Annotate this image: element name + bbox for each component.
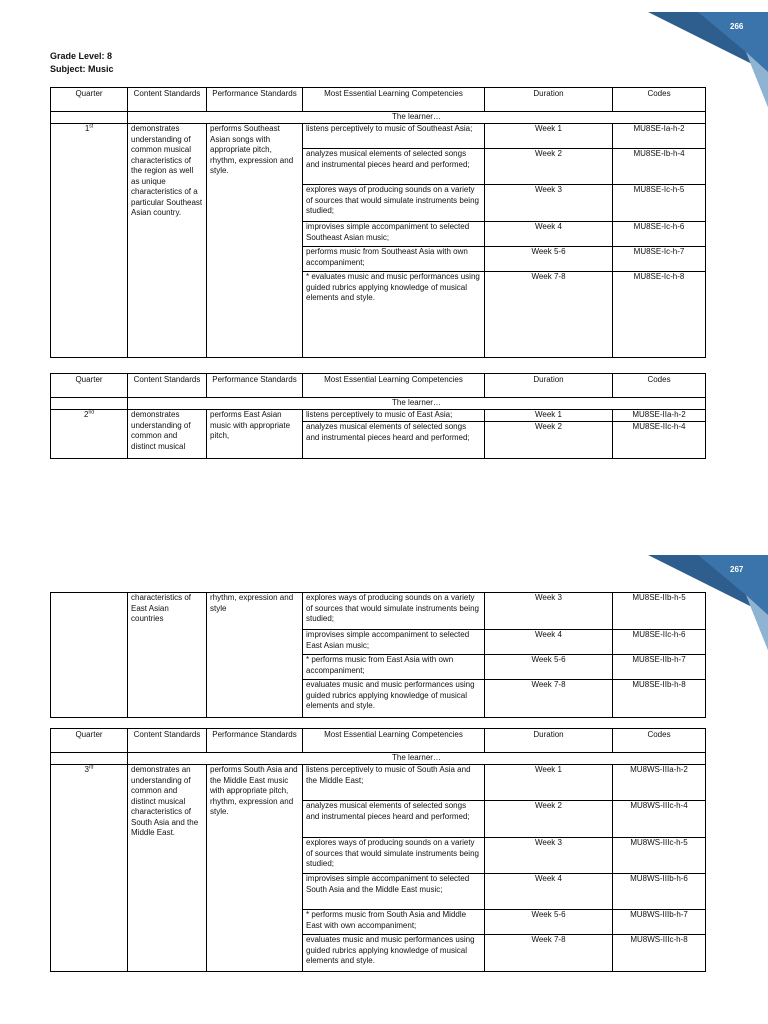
duration-cell: Week 7-8 [485,935,613,972]
quarter-cell: 1st [51,124,128,358]
q2-table-part1 [50,373,706,459]
melc-cell: explores ways of producing sounds on a variety of sources that would simulate instruments being studied; [303,185,485,222]
document-meta [50,50,114,76]
content-standard: demonstrates an understanding of common and distinct musical characteristics of South Asia and the Middle East. [128,765,207,972]
table-row [51,410,706,422]
code-cell: MU8SE-IIb-h-8 [613,680,706,718]
melc-cell: * performs music from South Asia and Middle East with own accompaniment; [303,910,485,935]
q1-table [50,87,706,358]
header-quarter: Quarter [51,88,128,112]
melc-cell: listens perceptively to music of Southeast Asia; [303,124,485,149]
melc-cell: evaluates music and music performances using guided rubrics applying knowledge of musical elements and style. [303,680,485,718]
code-cell: MU8WS-IIIc-h-4 [613,801,706,838]
header-melc: Most Essential Learning Competencies [303,729,485,753]
grade-level: Grade Level: 8 [50,51,113,61]
learner-row [51,112,706,124]
content-standard: characteristics of East Asian countries [128,593,207,718]
header-quarter: Quarter [51,374,128,398]
melc-cell: performs music from Southeast Asia with own accompaniment; [303,247,485,272]
code-cell: MU8SE-Ic-h-7 [613,247,706,272]
header-content-standards: Content Standards [128,88,207,112]
code-cell: MU8SE-Ib-h-4 [613,149,706,185]
duration-cell: Week 3 [485,593,613,630]
header-performance-standards: Performance Standards [207,374,303,398]
header-row [51,88,706,112]
melc-cell: * evaluates music and music performances using guided rubrics applying knowledge of musical elements and style. [303,272,485,358]
learner-row [51,398,706,410]
header-melc: Most Essential Learning Competencies [303,374,485,398]
performance-standard: rhythm, expression and style [207,593,303,718]
header-melc: Most Essential Learning Competencies [303,88,485,112]
duration-cell: Week 2 [485,801,613,838]
page-number: 266 [730,22,744,31]
code-cell: MU8SE-IIc-h-6 [613,630,706,655]
code-cell: MU8WS-IIIb-h-7 [613,910,706,935]
performance-standard: performs South Asia and the Middle East music with appropriate pitch, rhythm, expression and style. [207,765,303,972]
learner-label: The learner… [128,398,706,410]
melc-cell: listens perceptively to music of South Asia and the Middle East; [303,765,485,801]
duration-cell: Week 5-6 [485,247,613,272]
duration-cell: Week 4 [485,874,613,910]
duration-cell: Week 7-8 [485,272,613,358]
melc-cell: explores ways of producing sounds on a variety of sources that would simulate instruments being studied; [303,838,485,874]
duration-cell: Week 3 [485,838,613,874]
table-row [51,124,706,149]
q3-table [50,728,706,972]
duration-cell: Week 2 [485,149,613,185]
code-cell: MU8SE-IIb-h-7 [613,655,706,680]
melc-cell: explores ways of producing sounds on a variety of sources that would simulate instruments being studied; [303,593,485,630]
melc-cell: analyzes musical elements of selected songs and instrumental pieces heard and performed; [303,422,485,459]
code-cell: MU8WS-IIIb-h-6 [613,874,706,910]
code-cell: MU8WS-IIIa-h-2 [613,765,706,801]
duration-cell: Week 1 [485,410,613,422]
duration-cell: Week 3 [485,185,613,222]
code-cell: MU8SE-Ia-h-2 [613,124,706,149]
code-cell: MU8SE-Ic-h-5 [613,185,706,222]
header-performance-standards: Performance Standards [207,88,303,112]
quarter-cell: 3rd [51,765,128,972]
content-standard: demonstrates understanding of common musical characteristics of the region as well as unique characteristics of a particular Southeast Asian country. [128,124,207,358]
q2-table-part2 [50,592,706,718]
header-duration: Duration [485,88,613,112]
learner-row [51,753,706,765]
header-content-standards: Content Standards [128,374,207,398]
header-row [51,374,706,398]
performance-standard: performs Southeast Asian songs with appropriate pitch, rhythm, expression and style. [207,124,303,358]
code-cell: MU8SE-Ic-h-6 [613,222,706,247]
header-content-standards: Content Standards [128,729,207,753]
code-cell: MU8WS-IIIc-h-5 [613,838,706,874]
code-cell: MU8SE-IIc-h-4 [613,422,706,459]
header-codes: Codes [613,88,706,112]
code-cell: MU8SE-IIa-h-2 [613,410,706,422]
duration-cell: Week 2 [485,422,613,459]
quarter-cell: 2nd [51,410,128,459]
code-cell: MU8SE-Ic-h-8 [613,272,706,358]
learner-label: The learner… [128,753,706,765]
melc-cell: analyzes musical elements of selected songs and instrumental pieces heard and performed; [303,149,485,185]
duration-cell: Week 5-6 [485,655,613,680]
melc-cell: improvises simple accompaniment to selected South Asia and the Middle East music; [303,874,485,910]
header-duration: Duration [485,374,613,398]
melc-cell: evaluates music and music performances using guided rubrics applying knowledge of musical elements and style. [303,935,485,972]
table-row [51,765,706,801]
duration-cell: Week 5-6 [485,910,613,935]
code-cell: MU8SE-IIb-h-5 [613,593,706,630]
header-codes: Codes [613,729,706,753]
duration-cell: Week 4 [485,630,613,655]
page-number: 267 [730,565,744,574]
melc-cell: improvises simple accompaniment to selected Southeast Asian music; [303,222,485,247]
melc-cell: improvises simple accompaniment to selected East Asian music; [303,630,485,655]
page-267 [0,512,768,1024]
melc-cell: analyzes musical elements of selected songs and instrumental pieces heard and performed; [303,801,485,838]
duration-cell: Week 1 [485,124,613,149]
melc-cell: listens perceptively to music of East Asia; [303,410,485,422]
melc-cell: * performs music from East Asia with own accompaniment; [303,655,485,680]
table-row [51,593,706,630]
duration-cell: Week 7-8 [485,680,613,718]
header-quarter: Quarter [51,729,128,753]
content-standard: demonstrates understanding of common and distinct musical [128,410,207,459]
performance-standard: performs East Asian music with appropriate pitch, [207,410,303,459]
duration-cell: Week 1 [485,765,613,801]
code-cell: MU8WS-IIIc-h-8 [613,935,706,972]
subject: Subject: Music [50,64,114,74]
duration-cell: Week 4 [485,222,613,247]
header-duration: Duration [485,729,613,753]
header-row [51,729,706,753]
header-codes: Codes [613,374,706,398]
header-performance-standards: Performance Standards [207,729,303,753]
learner-label: The learner… [128,112,706,124]
